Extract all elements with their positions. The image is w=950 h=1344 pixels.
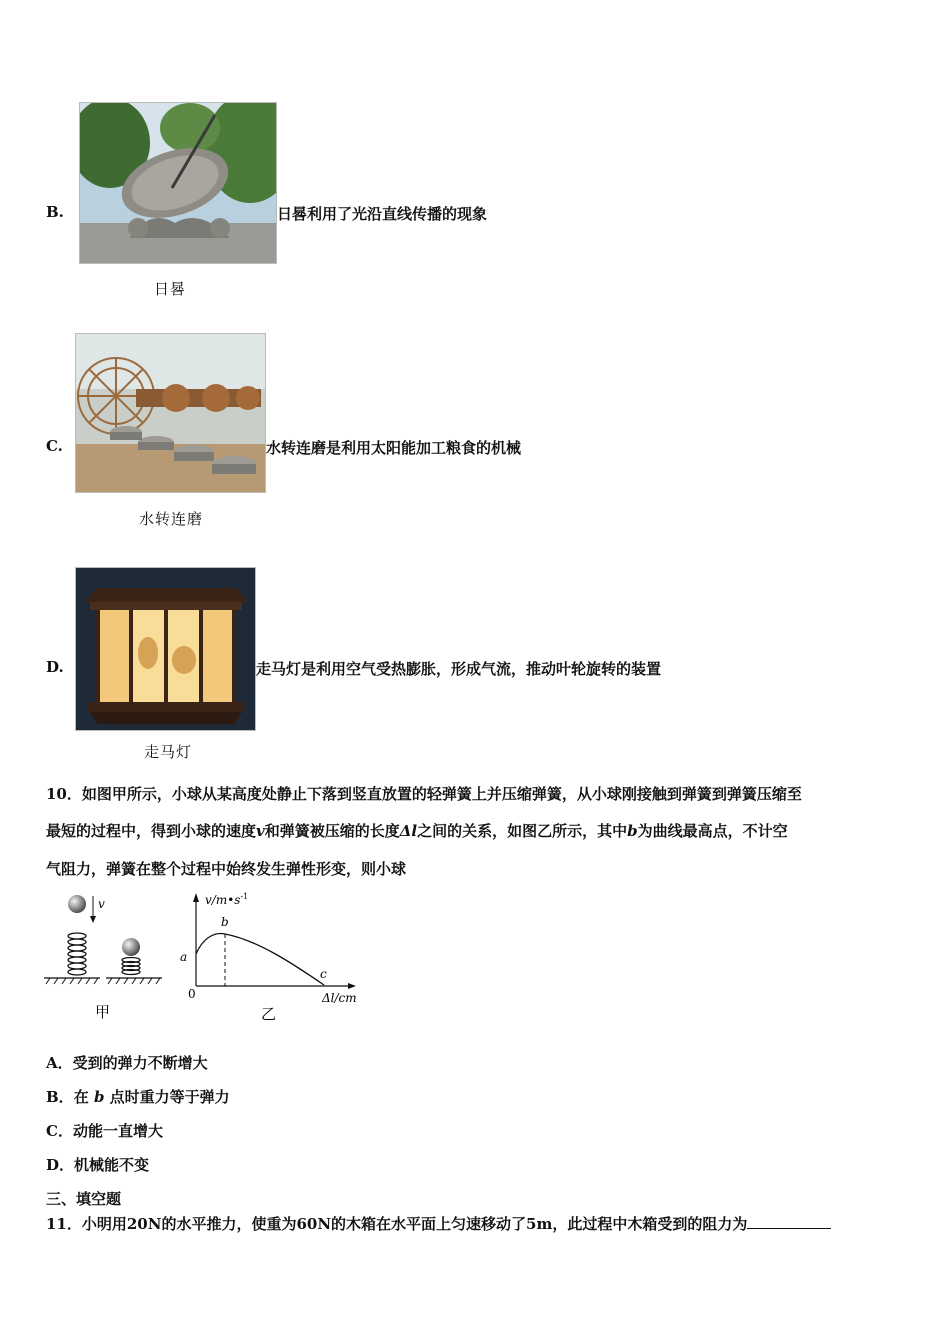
revolving-lantern-photo — [75, 567, 256, 731]
q10-var-dl: Δl — [399, 822, 418, 840]
q10-option-c-letter: C． — [46, 1122, 73, 1140]
option-letter-c: C. — [46, 437, 63, 455]
q11-body: 11．小明用20N的水平推力，使重为60N的木箱在水平面上匀速移动了5m，此过程中木箱受到的阻力为 — [46, 1215, 748, 1233]
q10-line2-c: 之间的关系，如图乙所示，其中 — [417, 822, 628, 840]
falling-ball — [68, 895, 86, 913]
option-d-text: 走马灯是利用空气受热膨胀，形成气流，推动叶轮旋转的装置 — [256, 660, 662, 678]
waterwheel-mill-photo — [75, 333, 266, 493]
lantern-icon — [76, 568, 255, 730]
figure-jia — [42, 890, 167, 1025]
option-c-text: 水转连磨是利用太阳能加工粮食的机械 — [266, 439, 522, 457]
q10-option-b-var: b — [93, 1088, 105, 1106]
q10-option-a-text: 受到的弹力不断增大 — [72, 1054, 208, 1072]
q10-line2-a: 最短的过程中，得到小球的速度 — [46, 822, 257, 840]
q10-line2 — [46, 820, 788, 841]
q10-line2-d: 为曲线最高点，不计空 — [637, 822, 788, 840]
point-b-label: b — [221, 915, 229, 929]
option-letter-b: B. — [46, 203, 64, 221]
option-letter-d: D. — [46, 658, 64, 676]
q10-var-b: b — [627, 822, 638, 840]
fig-yi-caption: 乙 — [261, 1005, 277, 1023]
q10-var-v: v — [256, 822, 265, 840]
q10-option-d-letter: D． — [46, 1156, 75, 1174]
q10-option-b-pre: 在 — [73, 1088, 89, 1106]
figure-yi — [172, 888, 372, 1028]
option-b-text: 日晷利用了光沿直线传播的现象 — [277, 205, 488, 223]
sundial-icon — [80, 103, 276, 263]
waterwheel-icon — [76, 334, 265, 492]
q10-option-d-text: 机械能不变 — [74, 1156, 150, 1174]
fig-jia-v-label: v — [98, 897, 105, 911]
q10-line3: 气阻力，弹簧在整个过程中始终发生弹性形变，则小球 — [46, 860, 407, 878]
q10-line2-b: 和弹簧被压缩的长度 — [264, 822, 400, 840]
sundial-photo — [79, 102, 277, 264]
spring-long — [68, 933, 86, 975]
point-a-label: a — [180, 950, 188, 964]
q11-text — [46, 1213, 831, 1234]
q10-option-b — [46, 1086, 230, 1107]
waterwheel-caption: 水转连磨 — [138, 510, 203, 528]
lantern-caption: 走马灯 — [143, 743, 192, 761]
origin-label: 0 — [188, 987, 196, 1001]
section-heading: 三、填空题 — [46, 1190, 122, 1208]
q10-option-d — [46, 1154, 149, 1175]
fig-jia-caption: 甲 — [95, 1003, 111, 1021]
q10-line1: 10．如图甲所示，小球从某高度处静止下落到竖直放置的轻弹簧上并压缩弹簧，从小球刚接触到弹簧到弹簧压缩至 — [46, 785, 802, 803]
q10-option-a — [46, 1052, 208, 1073]
point-c-label: c — [320, 967, 327, 981]
spring-compressed — [122, 958, 140, 975]
q11-answer-blank[interactable] — [747, 1214, 831, 1229]
q10-option-a-letter: A． — [46, 1054, 73, 1072]
x-axis-label: Δl/cm — [322, 991, 357, 1005]
resting-ball — [122, 938, 140, 956]
q10-option-b-text: 点时重力等于弹力 — [109, 1088, 230, 1106]
y-axis-label: $v/m•s^{-1}$ — [205, 892, 249, 907]
q10-option-c — [46, 1120, 163, 1141]
q10-option-b-letter: B． — [46, 1088, 74, 1106]
q10-option-c-text: 动能一直增大 — [72, 1122, 163, 1140]
velocity-curve — [196, 934, 324, 985]
sundial-caption: 日晷 — [153, 280, 186, 298]
